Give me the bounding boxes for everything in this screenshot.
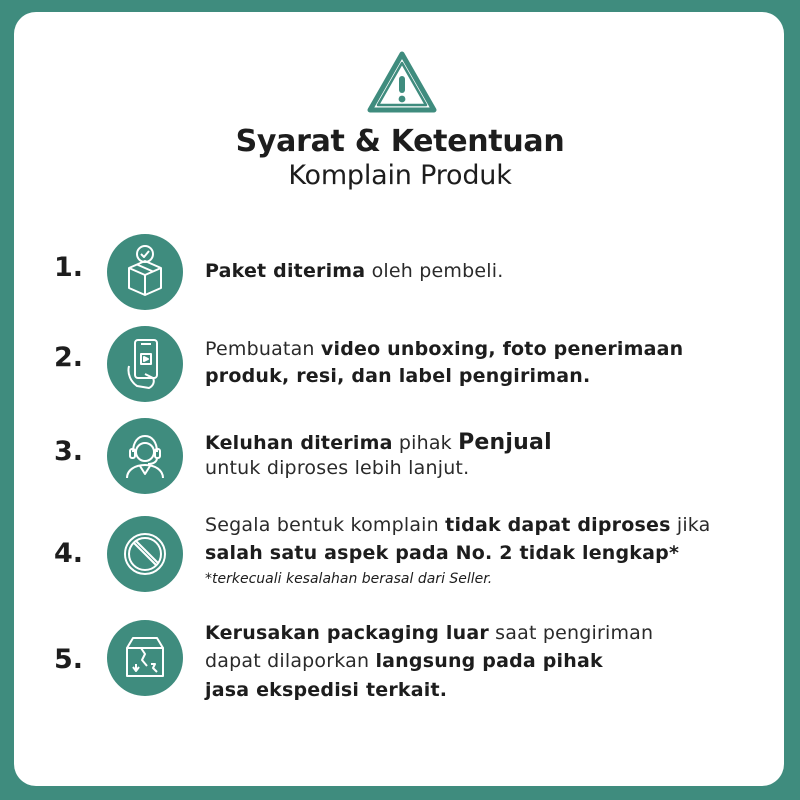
page-subtitle: Komplain Produk bbox=[288, 160, 512, 191]
item-number: 1. bbox=[54, 252, 84, 283]
item-text-line: untuk diproses lebih lanjut. bbox=[205, 457, 470, 479]
warning-icon bbox=[366, 50, 438, 114]
prohibited-icon bbox=[107, 516, 183, 592]
item-text-line: Segala bentuk komplain tidak dapat diproses jika bbox=[205, 514, 711, 536]
item-icon-circle bbox=[107, 326, 183, 402]
item-icon-circle bbox=[107, 620, 183, 696]
item-text-line: dapat dilaporkan langsung pada pihak bbox=[205, 650, 603, 672]
item-text-line: Keluhan diterima pihak Penjual bbox=[205, 430, 552, 455]
item-number: 2. bbox=[54, 342, 84, 373]
item-text-line: Pembuatan video unboxing, foto penerimaan bbox=[205, 338, 684, 360]
package-check-icon bbox=[107, 234, 183, 310]
page-title: Syarat & Ketentuan bbox=[235, 124, 565, 159]
item-icon-circle bbox=[107, 516, 183, 592]
item-text-line: Kerusakan packaging luar saat pengiriman bbox=[205, 622, 654, 644]
item-text-line: Paket diterima oleh pembeli. bbox=[205, 260, 504, 282]
item-icon-circle bbox=[107, 234, 183, 310]
item-number: 4. bbox=[54, 538, 84, 569]
item-text-line: jasa ekspedisi terkait. bbox=[205, 679, 448, 701]
item-icon-circle bbox=[107, 418, 183, 494]
phone-video-icon bbox=[107, 326, 183, 402]
damaged-box-icon bbox=[107, 620, 183, 696]
item-text-line: salah satu aspek pada No. 2 tidak lengkap* bbox=[205, 542, 680, 564]
item-number: 5. bbox=[54, 644, 84, 675]
customer-service-icon bbox=[107, 418, 183, 494]
item-footnote: *terkecuali kesalahan berasal dari Seller. bbox=[205, 571, 493, 587]
item-text-line: produk, resi, dan label pengiriman. bbox=[205, 365, 591, 387]
item-number: 3. bbox=[54, 436, 84, 467]
